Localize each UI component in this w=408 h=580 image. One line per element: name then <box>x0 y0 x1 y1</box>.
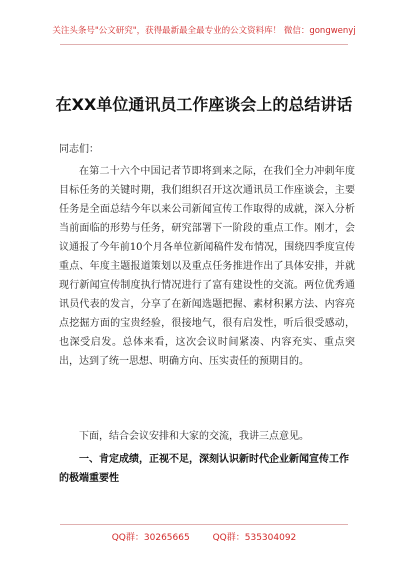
footer-qq-group-2: QQ群：535304092 <box>212 533 297 543</box>
body-paragraph-1-text: 在第二十六个中国记者节即将到来之际，在我们全力冲刺年度目标任务的关键时期，我们组织召开这次通讯员工作座谈会，主要任务是全面总结今年以来公司新闻宣传工作取得的成就，深入分析当前面临的形势与任务，研究部署下一阶段的重点工作。刚才，会议通报了今年前10个月各单位新闻稿件发布情况，围绕四季度宣传重点、年度主题报道策划以及重点任务推进作出了具体安排，并就现行新闻宣传制度执行情况进行了富有建设性的交流。两位优秀通讯员代表的发言，分享了在新闻选题把握、素材积累方法、内容亮点挖掘方面的宝贵经验，很接地气，很有启发性，听后很受感动，也深受启发。总体来看，这次会议时间紧凑、内容充实、重点突出，达到了统一思想、明确方向、压实责任的预期目的。 <box>59 166 355 367</box>
salutation: 同志们： <box>59 144 99 155</box>
footer-qq-group-1: QQ群：30265665 <box>111 533 190 543</box>
header-divider <box>60 44 348 45</box>
section-heading-1-text: 一、肯定成绩，正视不足，深刻认识新时代企业新闻宣传工作的极端重要性 <box>59 454 349 484</box>
body-paragraph-2 <box>59 427 355 446</box>
document-title: 在XX单位通讯员工作座谈会上的总结讲话 <box>55 95 353 114</box>
footer <box>0 530 408 543</box>
section-heading-1 <box>59 450 355 488</box>
header-banner: 关注头条号"公文研究"，获得最新最全最专业的公文资料库！ 微信：gongwenyj <box>52 26 356 36</box>
body-paragraph-1 <box>59 162 355 371</box>
body-paragraph-2-text: 下面，结合会议安排和大家的交流，我讲三点意见。 <box>79 431 309 442</box>
footer-divider <box>60 524 348 525</box>
